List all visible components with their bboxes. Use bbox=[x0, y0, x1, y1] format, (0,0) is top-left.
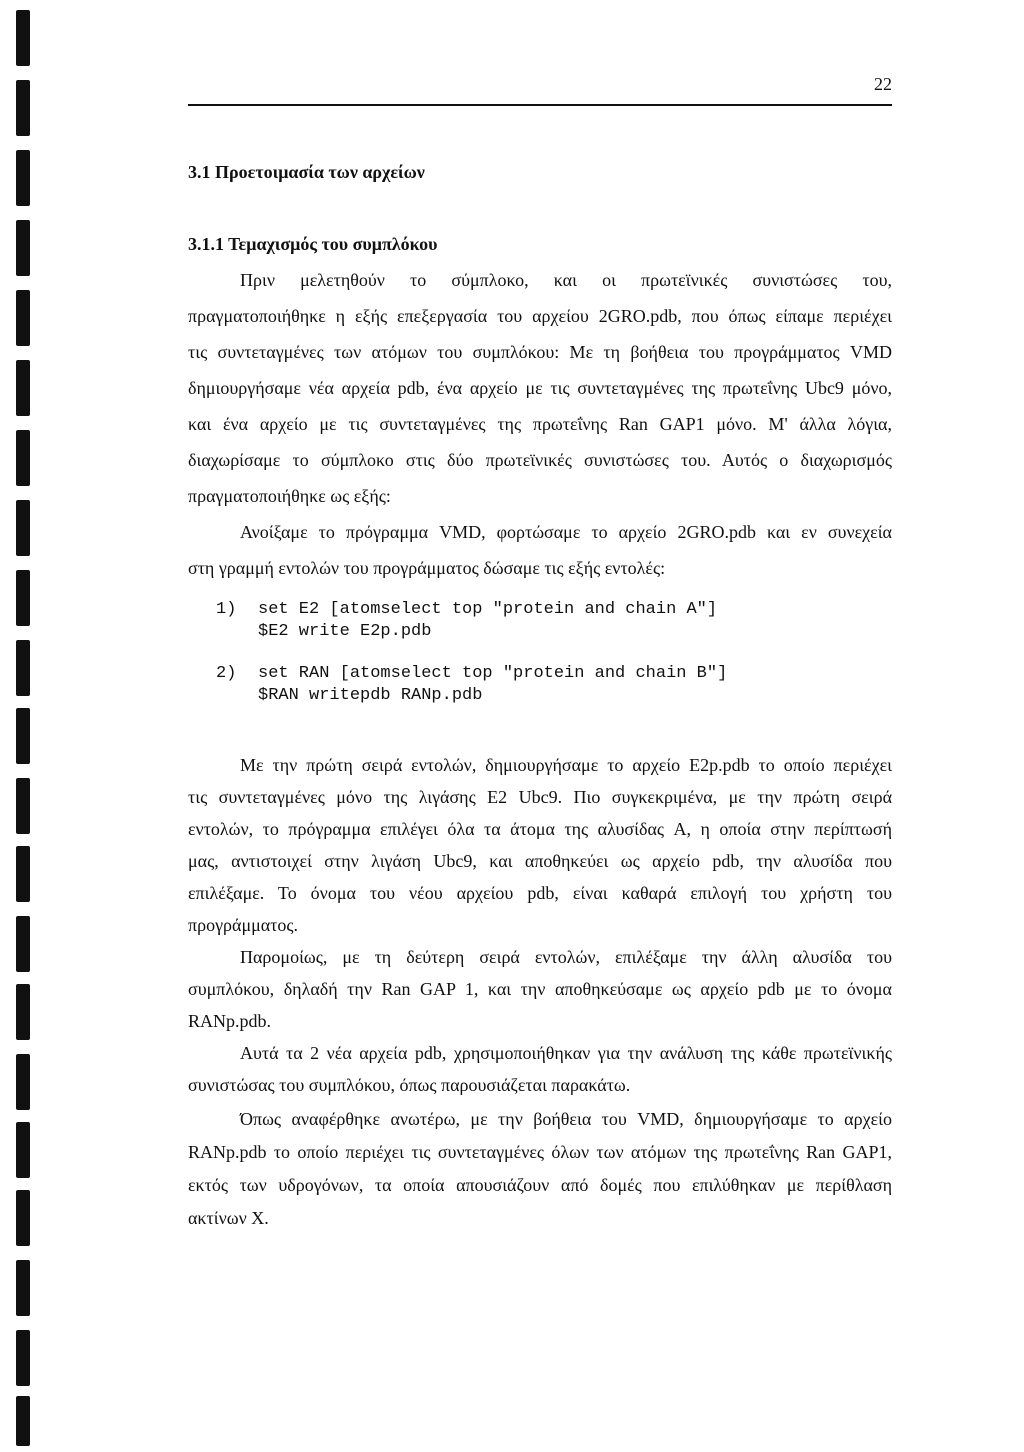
paragraph-line: και ένα αρχείο με τις συντεταγμένες της πρωτεΐνης Ran GAP1 μόνο. Μ' άλλα λόγια, bbox=[188, 414, 892, 434]
paragraph-line: τις συντεταγμένες μόνο της λιγάσης E2 Ubc9. Πιο συγκεκριμένα, με την πρώτη σειρά bbox=[188, 787, 892, 807]
binding-mark bbox=[16, 708, 30, 764]
binding-mark bbox=[16, 80, 30, 136]
paragraph-line: πραγματοποιήθηκε ως εξής: bbox=[188, 486, 391, 506]
paragraph-line: εκτός των υδρογόνων, τα οποία απουσιάζουν από δομές που επιλύθηκαν με περίθλαση bbox=[188, 1175, 892, 1195]
binding-mark bbox=[16, 846, 30, 902]
command-line: set E2 [atomselect top "protein and chain A"] bbox=[258, 600, 718, 619]
paragraph-line: Ανοίξαμε το πρόγραμμα VMD, φορτώσαμε το αρχείο 2GRO.pdb και εν συνεχεία bbox=[240, 522, 892, 542]
binding-mark bbox=[16, 430, 30, 486]
binding-mark bbox=[16, 1122, 30, 1178]
paragraph-line: RANp.pdb. bbox=[188, 1011, 272, 1031]
binding-mark bbox=[16, 10, 30, 66]
command-number: 1) bbox=[216, 600, 237, 619]
paragraph-line: τις συντεταγμένες των ατόμων του συμπλόκου: Με τη βοήθεια του προγράμματος VMD bbox=[188, 342, 892, 362]
paragraph-line: Πριν μελετηθούν το σύμπλοκο, και οι πρωτεϊνικές συνιστώσες του, bbox=[240, 270, 892, 290]
command-line: $E2 write E2p.pdb bbox=[258, 622, 432, 641]
binding-mark bbox=[16, 640, 30, 696]
binding-mark bbox=[16, 500, 30, 556]
subsection-heading: 3.1.1 Τεμαχισμός του συμπλόκου bbox=[188, 234, 438, 254]
binding-mark bbox=[16, 1190, 30, 1246]
paragraph-line: Αυτά τα 2 νέα αρχεία pdb, χρησιμοποιήθηκαν για την ανάλυση της κάθε πρωτεϊνικής bbox=[240, 1043, 892, 1063]
binding-mark bbox=[16, 984, 30, 1040]
header-rule bbox=[188, 104, 892, 106]
binding-mark bbox=[16, 1260, 30, 1316]
paragraph-line: στη γραμμή εντολών του προγράμματος δώσαμε τις εξής εντολές: bbox=[188, 558, 666, 578]
binding-mark bbox=[16, 1396, 30, 1446]
binding-mark bbox=[16, 220, 30, 276]
paragraph-line: δημιουργήσαμε νέα αρχεία pdb, ένα αρχείο με τις συντεταγμένες της πρωτεΐνης Ubc9 μόνο, bbox=[188, 378, 892, 398]
paragraph-line: μας, αντιστοιχεί στην λιγάση Ubc9, και αποθηκεύει ως αρχείο pdb, την αλυσίδα που bbox=[188, 851, 892, 871]
binding-mark bbox=[16, 916, 30, 972]
section-heading: 3.1 Προετοιμασία των αρχείων bbox=[188, 162, 425, 182]
binding-mark bbox=[16, 1054, 30, 1110]
paragraph-line: προγράμματος. bbox=[188, 915, 299, 935]
paragraph-line: ακτίνων X. bbox=[188, 1208, 269, 1228]
binding-mark bbox=[16, 570, 30, 626]
binding-marks bbox=[0, 0, 50, 1452]
paragraph-line: διαχωρίσαμε το σύμπλοκο στις δύο πρωτεϊνικές συνιστώσες του. Αυτός ο διαχωρισμός bbox=[188, 450, 892, 470]
paragraph-line: πραγματοποιήθηκε η εξής επεξεργασία του αρχείου 2GRO.pdb, που όπως είπαμε περιέχει bbox=[188, 306, 892, 326]
paragraph-line: επιλέξαμε. Το όνομα του νέου αρχείου pdb, είναι καθαρά επιλογή του χρήστη του bbox=[188, 883, 892, 903]
binding-mark bbox=[16, 360, 30, 416]
paragraph-line: συμπλόκου, δηλαδή την Ran GAP 1, και την αποθηκεύσαμε ως αρχείο pdb με το όνομα bbox=[188, 979, 892, 999]
binding-mark bbox=[16, 290, 30, 346]
paragraph-line: συνιστώσας του συμπλόκου, όπως παρουσιάζεται παρακάτω. bbox=[188, 1075, 631, 1095]
page-number: 22 bbox=[874, 74, 892, 94]
command-number: 2) bbox=[216, 664, 237, 683]
paragraph-line: RANp.pdb το οποίο περιέχει τις συντεταγμένες όλων των ατόμων της πρωτεΐνης Ran GAP1, bbox=[188, 1142, 892, 1162]
binding-mark bbox=[16, 1330, 30, 1386]
paragraph-line: εντολών, το πρόγραμμα επιλέγει όλα τα άτομα της αλυσίδας A, η οποία στην περίπτωσή bbox=[188, 819, 892, 839]
command-line: $RAN writepdb RANp.pdb bbox=[258, 686, 483, 705]
paragraph-line: Όπως αναφέρθηκε ανωτέρω, με την βοήθεια του VMD, δημιουργήσαμε το αρχείο bbox=[240, 1109, 892, 1129]
command-line: set RAN [atomselect top "protein and chain B"] bbox=[258, 664, 728, 683]
binding-mark bbox=[16, 778, 30, 834]
paragraph-line: Με την πρώτη σειρά εντολών, δημιουργήσαμε το αρχείο E2p.pdb το οποίο περιέχει bbox=[240, 755, 892, 775]
paragraph-line: Παρομοίως, με τη δεύτερη σειρά εντολών, επιλέξαμε την άλλη αλυσίδα του bbox=[240, 947, 892, 967]
binding-mark bbox=[16, 150, 30, 206]
